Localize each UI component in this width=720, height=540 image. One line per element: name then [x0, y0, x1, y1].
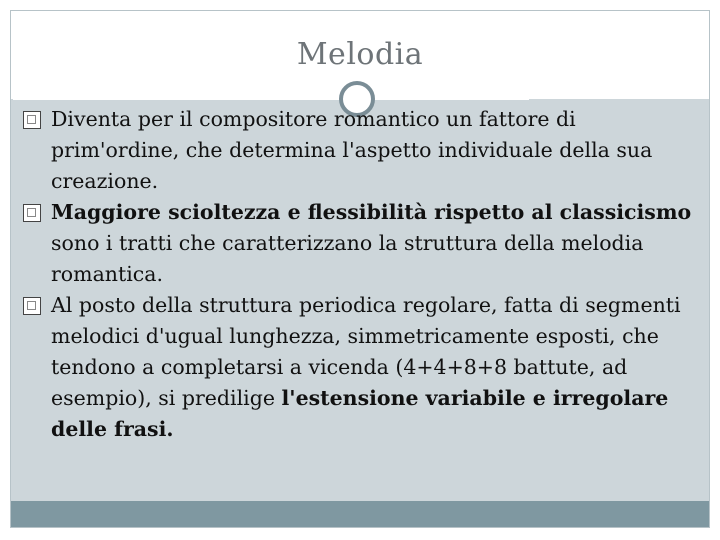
bullet-text: Al posto della struttura periodica regolare, fatta di segmenti melodici d'ugual lunghezza, simmetricamente esposti, che tendono a completarsi a vicenda (4+4+8+8 battute, ad esempio), si predilige [51, 293, 681, 410]
bullet-text-period: . [166, 417, 174, 441]
slide-title: Melodia [296, 37, 424, 72]
bullet-text: sono i tratti che caratterizzano la struttura della melodia romantica. [51, 231, 644, 286]
bullet-text: Diventa per il compositore romantico un fattore di prim'ordine, che determina l'aspetto individuale della sua creazione. [51, 107, 653, 193]
bullet-square-icon [23, 297, 41, 315]
bullet-item-3 [19, 290, 699, 445]
bullet-text-bold: Maggiore scioltezza e flessibilità rispetto al classicismo [51, 200, 692, 224]
slide [10, 10, 710, 528]
footer-bar [11, 501, 709, 527]
bullet-square-icon [23, 111, 41, 129]
title-divider [13, 98, 529, 100]
bullet-square-icon [23, 204, 41, 222]
bullet-item-2 [19, 197, 699, 290]
bullet-text-bold: l'estensione variabile e irregolare delle frasi [51, 386, 669, 441]
bullet-item-1 [19, 104, 699, 197]
bullet-list [19, 104, 699, 445]
